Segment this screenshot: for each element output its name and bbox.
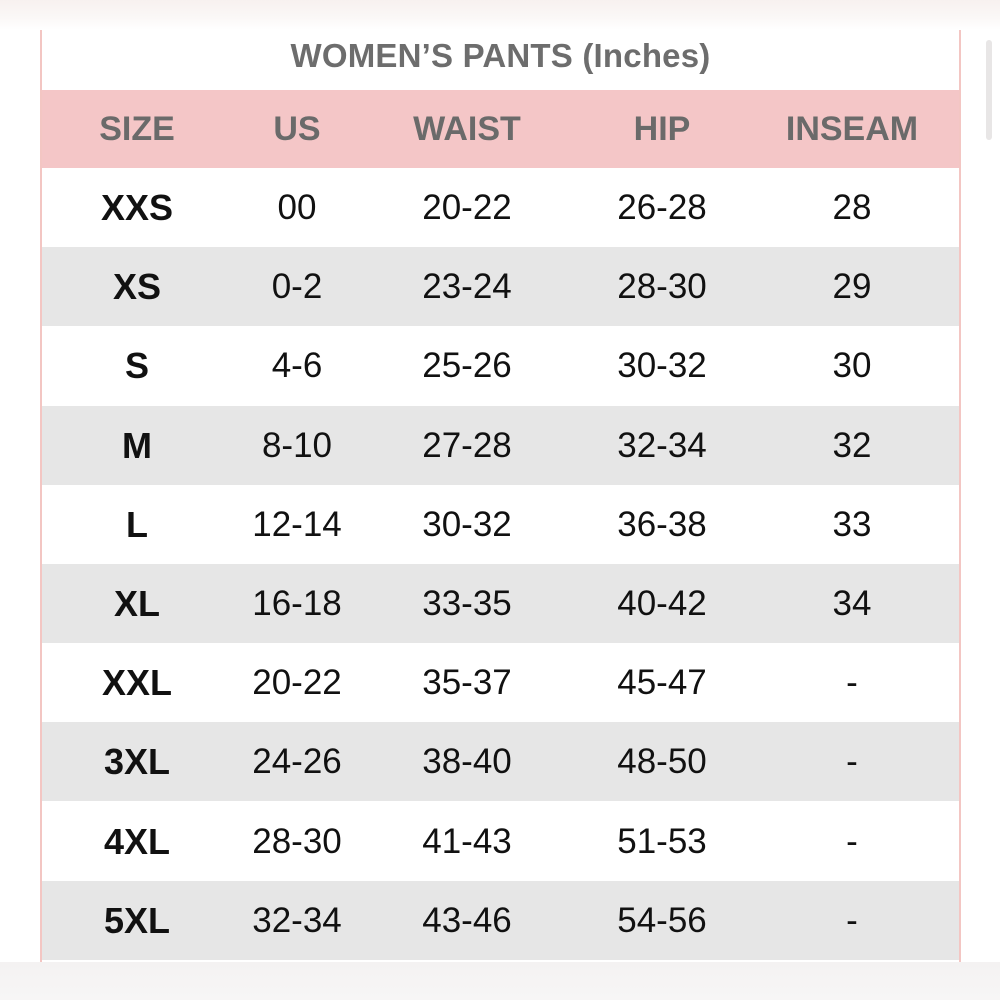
cell-inseam: 32 [832,425,872,465]
table-row [42,406,959,485]
cell-waist: 33-35 [422,584,512,623]
table-row [42,247,959,326]
table-row [42,485,959,564]
cell-inseam: - [846,742,858,782]
cell-inseam: 33 [832,504,872,544]
cell-us: 24-26 [252,742,342,782]
cell-hip: 30-32 [617,346,707,386]
cell-size: XS [112,266,162,308]
cell-hip: 36-38 [617,504,707,544]
cell-waist: 30-32 [422,504,512,544]
cell-us: 0-2 [271,267,323,307]
cell-inseam: 29 [832,267,872,307]
cell-size: XL [113,583,160,624]
cell-hip: 26-28 [617,188,707,227]
cell-size: XXS [100,187,174,228]
cell-waist: 25-26 [422,346,512,386]
cell-us: 8-10 [261,425,333,465]
table-header-row [42,90,959,168]
cell-hip: 32-34 [617,425,707,465]
cell-waist: 27-28 [422,425,512,465]
cell-inseam: 28 [832,188,872,227]
cell-hip: 45-47 [617,663,707,703]
table-row [42,802,959,881]
header-waist: WAIST [413,110,521,148]
scrollbar-thumb[interactable] [986,40,992,140]
cell-size: L [126,503,148,545]
cell-us: 16-18 [252,584,342,623]
cell-size: 4XL [103,820,171,862]
cell-waist: 43-46 [422,900,512,940]
cell-inseam: 30 [832,346,872,386]
cell-us: 12-14 [252,504,342,544]
cell-us: 32-34 [252,900,342,940]
size-chart-card [40,30,961,965]
cell-size: S [124,345,149,387]
bottom-blur-strip [0,962,1000,1000]
table-row [42,564,959,643]
cell-inseam: - [846,821,858,861]
chart-title: WOMEN’S PANTS (Inches) [290,37,711,74]
cell-waist: 41-43 [422,821,512,861]
cell-size: 5XL [103,899,171,941]
cell-us: 4-6 [271,346,323,386]
cell-waist: 23-24 [422,267,512,307]
cell-us: 20-22 [252,663,342,703]
table-row [42,722,959,801]
cell-hip: 51-53 [617,821,707,861]
cell-inseam: - [846,663,858,703]
cell-waist: 35-37 [422,663,512,703]
header-inseam: INSEAM [785,110,919,148]
cell-hip: 28-30 [617,267,707,307]
cell-hip: 40-42 [617,584,707,623]
cell-us: 00 [277,188,317,227]
cell-size: 3XL [103,741,171,783]
table-row [42,643,959,722]
top-blur-strip [0,0,1000,30]
cell-hip: 48-50 [617,742,707,782]
header-us: US [273,110,321,148]
cell-inseam: 34 [832,584,872,623]
cell-us: 28-30 [252,821,342,861]
cell-inseam: - [846,900,858,940]
table-row [42,326,959,405]
cell-size: XXL [101,662,172,704]
header-size: SIZE [99,110,175,148]
cell-hip: 54-56 [617,900,707,940]
cell-size: M [122,424,152,466]
table-row [42,168,959,247]
table-row [42,881,959,960]
cell-waist: 20-22 [422,188,512,227]
header-hip: HIP [633,110,691,148]
cell-waist: 38-40 [422,742,512,782]
